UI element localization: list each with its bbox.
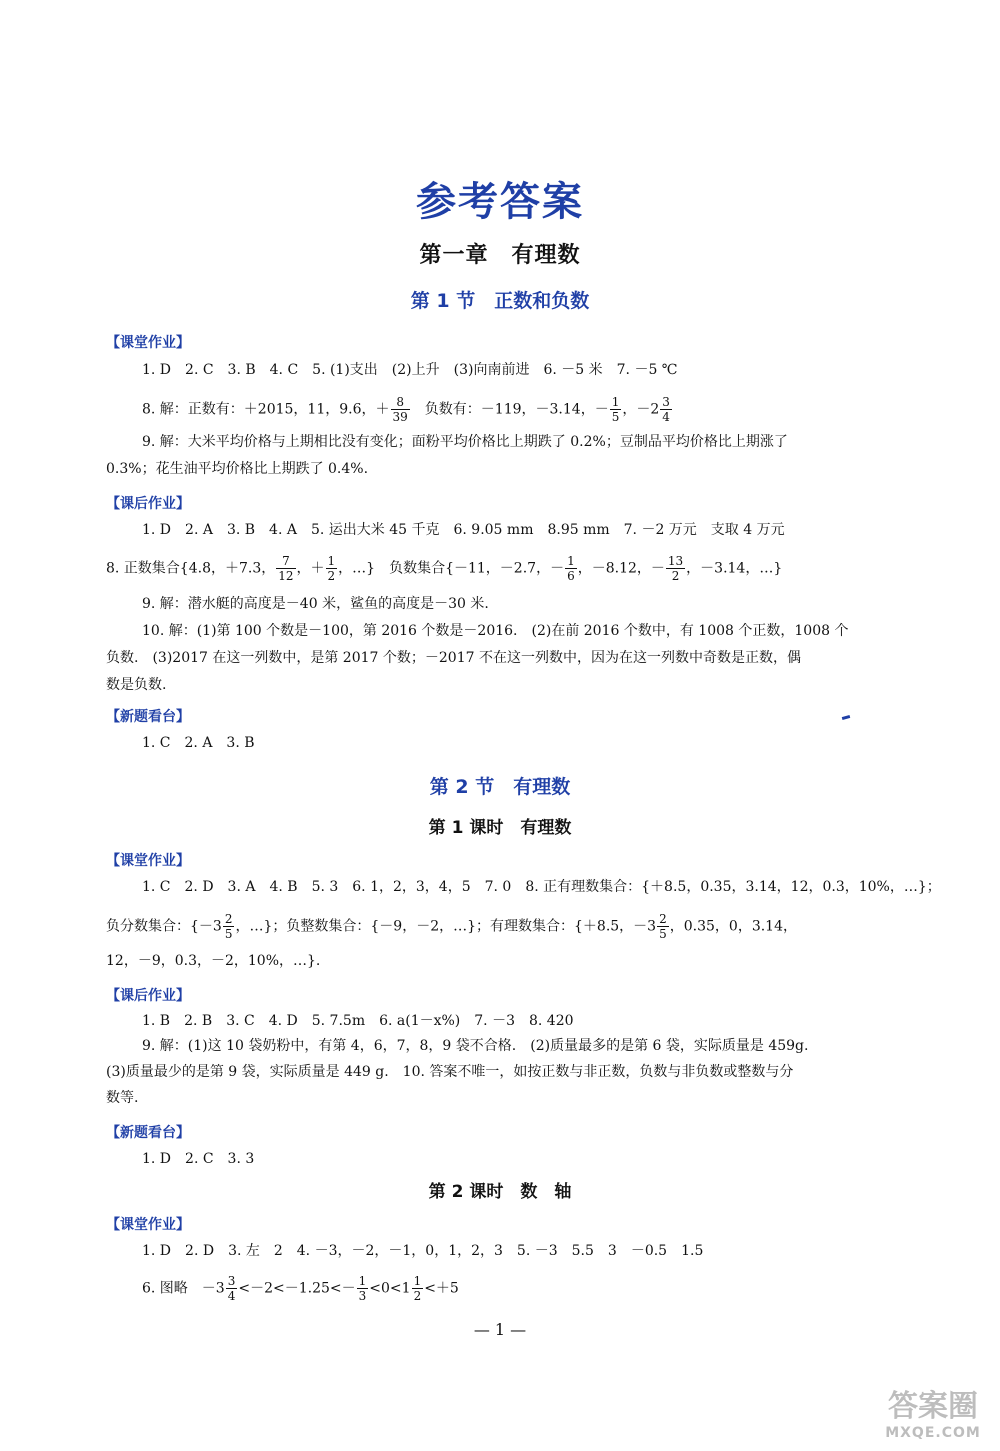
fraction: $\frac{1}{2}$ bbox=[327, 554, 336, 583]
section-title-1: 第 1 节 正数和负数 bbox=[410, 290, 590, 312]
s3-ketang-line-1: 1. D 2. D 3. 左 2 4. －3，－2，－1，0，1，2，3 5. －3 5.5 3 －0.5 1.5 bbox=[142, 1243, 704, 1259]
fraction: $\frac{1}{5}$ bbox=[611, 395, 620, 424]
lesson-title-1: 第 1 课时 有理数 bbox=[428, 818, 572, 838]
watermark-url: MXQE.COM bbox=[885, 1425, 981, 1441]
s3-ketang-line-6: 6. 图略 －3 $\frac{3}{4}$ <－2<－1.25<－ $\frac{1}{3}$ <0<1 $\frac{1}{2}$ <＋5 bbox=[142, 1274, 459, 1303]
fraction: $\frac{1}{3}$ bbox=[358, 1274, 367, 1303]
fraction: $\frac{7}{12}$ bbox=[278, 554, 294, 583]
page-title: 参考答案 bbox=[416, 179, 584, 225]
s2-ketang-line-3: 12，－9，0.3，－2，10%，…}. bbox=[106, 953, 321, 969]
fraction: $\frac{3}{4}$ bbox=[227, 1274, 236, 1303]
s2-kehou-line-1: 1. B 2. B 3. C 4. D 5. 7.5m 6. a(1－x%) 7. －3 8. 420 bbox=[142, 1013, 574, 1029]
chapter-title: 第一章 有理数 bbox=[419, 243, 581, 268]
section-title-2: 第 2 节 有理数 bbox=[429, 776, 571, 798]
tag-kehou-2: 【课后作业】 bbox=[106, 988, 190, 1004]
tag-ketang-3: 【课堂作业】 bbox=[106, 1217, 190, 1233]
s1-ketang-line-9a: 9. 解：大米平均价格与上期相比没有变化；面粉平均价格比上期跌了 0.2%；豆制品平均价格比上期涨了 bbox=[142, 434, 788, 450]
fraction: $\frac{2}{5}$ bbox=[224, 912, 233, 941]
s1-ketang-line-1: 1. D 2. C 3. B 4. C 5. (1)支出 (2)上升 (3)向南前进 6. －5 米 7. －5 ℃ bbox=[142, 362, 678, 378]
lesson-title-2: 第 2 课时 数 轴 bbox=[428, 1182, 572, 1202]
watermark-text: 答案圈 bbox=[888, 1389, 978, 1424]
tag-ketang-2: 【课堂作业】 bbox=[106, 853, 190, 869]
fraction: $\frac{1}{2}$ bbox=[413, 1274, 422, 1303]
s2-kehou-line-9c: 数等. bbox=[106, 1090, 139, 1106]
s1-ketang-line-8: 8. 解：正数有：＋2015，11，9.6，＋ $\frac{8}{39}$ 负数有：－119，－3.14，－ $\frac{1}{5}$ ，－2 $\frac{3}{4}$ bbox=[142, 395, 670, 424]
s1-kehou-line-10a: 10. 解：(1)第 100 个数是－100，第 2016 个数是－2016. (2)在前 2016 个数中，有 1008 个正数，1008 个 bbox=[142, 623, 849, 639]
s1-kehou-line-1: 1. D 2. A 3. B 4. A 5. 运出大米 45 千克 6. 9.05 mm 8.95 mm 7. －2 万元 支取 4 万元 bbox=[142, 522, 785, 538]
s1-kehou-line-8: 8. 正数集合{4.8，＋7.3， $\frac{7}{12}$ ，＋ $\frac{1}{2}$ ，…} 负数集合{－11，－2.7，－ $\frac{1}{6}$ ，－8.12，－ $\frac{13}{2}$ ，－3.14，…} bbox=[106, 554, 783, 583]
fraction: $\frac{3}{4}$ bbox=[662, 395, 670, 424]
fraction: $\frac{1}{6}$ bbox=[567, 554, 575, 583]
tag-kehou-1: 【课后作业】 bbox=[106, 496, 190, 512]
tag-xinti-2: 【新题看台】 bbox=[106, 1125, 190, 1141]
fraction: $\frac{2}{5}$ bbox=[659, 912, 667, 941]
tag-ketang-1: 【课堂作业】 bbox=[106, 335, 190, 351]
s1-kehou-line-9: 9. 解：潜水艇的高度是－40 米，鲨鱼的高度是－30 米. bbox=[142, 596, 489, 612]
s2-ketang-line-1: 1. C 2. D 3. A 4. B 5. 3 6. 1，2，3，4，5 7. 0 8. 正有理数集合：{＋8.5，0.35，3.14，12，0.3，10%，…}； bbox=[142, 879, 941, 895]
s1-kehou-line-10b: 负数. (3)2017 在这一列数中，是第 2017 个数；－2017 不在这一列数中，因为在这一列数中奇数是正数，偶 bbox=[106, 650, 801, 666]
page-number: — 1 — bbox=[473, 1320, 527, 1339]
fraction: $\frac{13}{2}$ bbox=[667, 554, 684, 583]
s2-kehou-line-9b: (3)质量最少的是第 9 袋，实际质量是 449 g. 10. 答案不唯一，如按正数与非正数，负数与非负数或整数与分 bbox=[106, 1064, 794, 1080]
tag-xinti-1: 【新题看台】 bbox=[106, 709, 190, 725]
watermark-logo bbox=[878, 1390, 988, 1444]
s2-ketang-line-2: 负分数集合：{－3 $\frac{2}{5}$ ，…}；负整数集合：{－9，－2，…}；有理数集合：{＋8.5，－3 $\frac{2}{5}$ ，0.35，0，3.14， bbox=[106, 912, 797, 941]
ink-mark bbox=[842, 715, 851, 720]
fraction: $\frac{8}{39}$ bbox=[392, 395, 408, 424]
s2-kehou-line-9a: 9. 解：(1)这 10 袋奶粉中，有第 4，6，7，8，9 袋不合格. (2)质量最多的是第 6 袋，实际质量是 459g. bbox=[142, 1038, 809, 1054]
s1-xinti-line: 1. C 2. A 3. B bbox=[142, 735, 255, 751]
s1-kehou-line-10c: 数是负数. bbox=[106, 677, 167, 693]
s1-ketang-line-9b: 0.3%；花生油平均价格比上期跌了 0.4%. bbox=[106, 461, 369, 477]
s2-xinti-line: 1. D 2. C 3. 3 bbox=[142, 1151, 255, 1167]
